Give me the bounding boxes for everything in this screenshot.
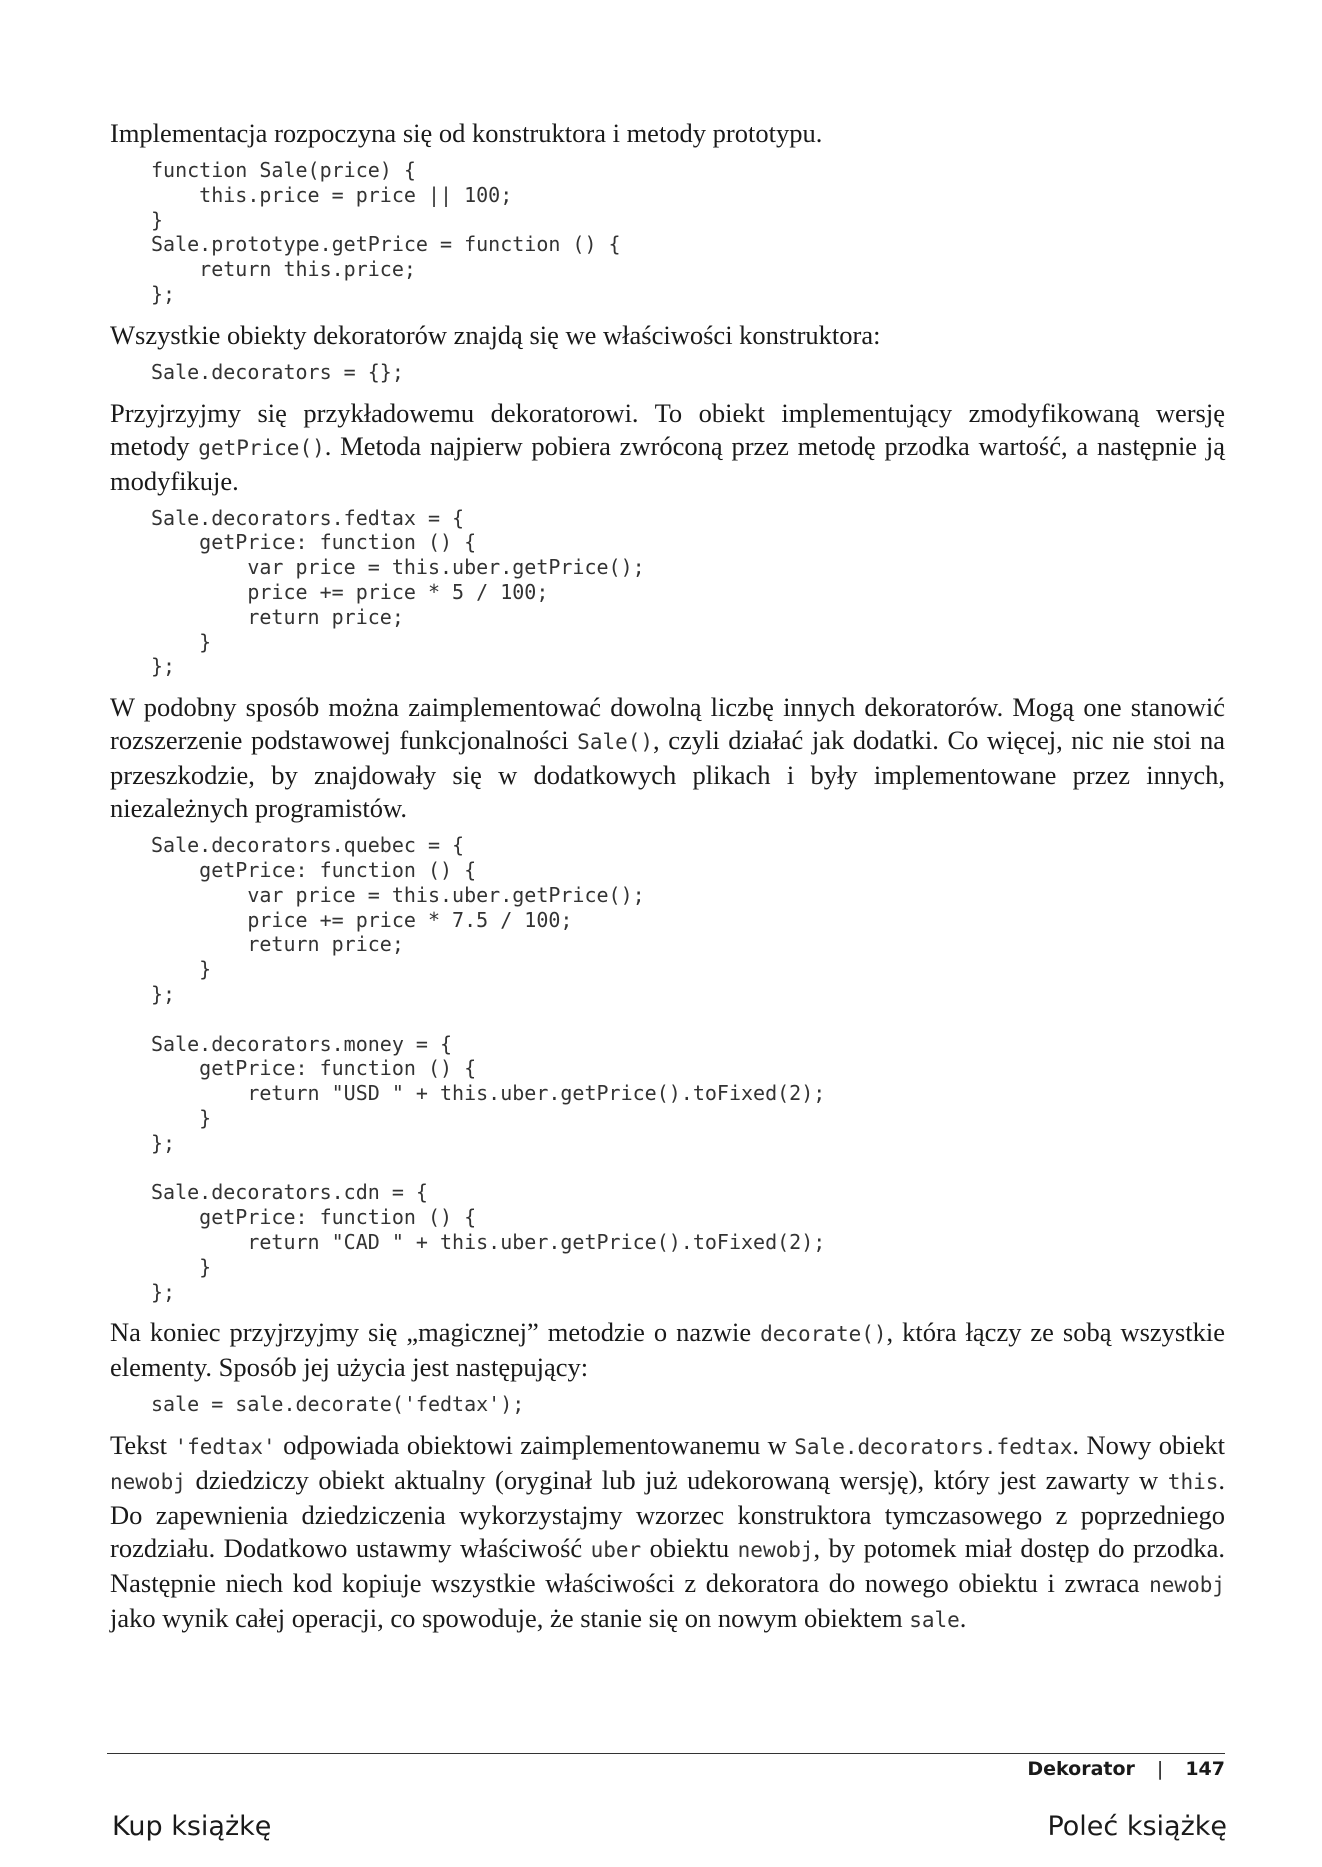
paragraph-text: Implementacja rozpoczyna się od konstruktora i metody prototypu. [110, 118, 823, 148]
paragraph-text: odpowiada obiektowi zaimplementowanemu w [275, 1430, 795, 1461]
inline-code: decorate() [760, 1322, 887, 1347]
inline-code: newobj [737, 1538, 814, 1563]
inline-code: newobj [1149, 1573, 1225, 1598]
code-listing: function Sale(price) { this.price = price || 100; } Sale.prototype.getPrice = function () { return this.price; }; [151, 158, 621, 306]
recommend-book-link[interactable]: Poleć książkę [1047, 1811, 1227, 1842]
paragraph-text: Wszystkie obiekty dekoratorów znajdą się we właściwości konstruktora: [110, 319, 881, 350]
inline-code: 'fedtax' [174, 1435, 276, 1460]
inline-code: Sale() [577, 730, 654, 755]
footer-section-title: Dekorator [1027, 1758, 1135, 1780]
paragraph [110, 1429, 1225, 1637]
paragraph-text: obiektu [641, 1533, 738, 1564]
footer-separator: | [1156, 1758, 1164, 1780]
code-listing: Sale.decorators = {}; [151, 359, 404, 384]
inline-code: uber [590, 1538, 642, 1563]
paragraph [110, 691, 1225, 825]
paragraph-text: W podobny sposób można zaimplementować dowolną liczbę innych dekoratorów. Mogą one stanowić rozszerzenie podstawowej funkcjonalności [110, 692, 1225, 756]
inline-code: Sale.decorators.fedtax [794, 1435, 1073, 1460]
footer-rule [107, 1753, 1225, 1754]
code-listing: Sale.decorators.fedtax = { getPrice: function () { var price = this.uber.getPrice(); price += price * 5 / 100; return price; } }; [151, 505, 645, 679]
inline-code: newobj [110, 1470, 186, 1495]
buy-book-link[interactable]: Kup książkę [112, 1811, 272, 1842]
code-listing: Sale.decorators.quebec = { getPrice: function () { var price = this.uber.getPrice(); price += price * 7.5 / 100; return price; } }; Sale.decorators.money = { getPrice: function () { return "USD " + this.uber.getPrice().toFixed(2); } }; Sale.decorators.cdn = { getPrice: function () { return "CAD " + this.uber.getPrice().toFixed(2); } }; [151, 833, 826, 1304]
paragraph-text: jako wynik całej operacji, co spowoduje, że stanie się on nowym obiektem [110, 1603, 910, 1634]
paragraph-text: Na koniec przyjrzyjmy się „magicznej” metodzie o nazwie [110, 1317, 761, 1348]
paragraph-text: , by potomek miał dostęp do przodka. Następnie niech kod kopiuje wszystkie właściwości z dekoratora do nowego obiektu i zwraca [110, 1533, 1225, 1599]
paragraph [110, 1316, 1225, 1384]
paragraph-text: Przyjrzyjmy się przykładowemu dekoratorowi. To obiekt implementujący zmodyfikowaną wersję metody [110, 397, 1225, 461]
paragraph [110, 319, 1225, 352]
paragraph-text: , czyli działać jak dodatki. Co więcej, nic nie stoi na przeszkodzie, by znajdowały się w dodatkowych plikach i były implementowane przez innych, niezależnych programistów. [110, 725, 1225, 824]
paragraph-text: . [959, 1603, 967, 1634]
code-listing: sale = sale.decorate('fedtax'); [151, 1392, 525, 1417]
running-footer [1027, 1758, 1225, 1780]
inline-code: sale [909, 1608, 960, 1633]
paragraph-text: . Do zapewnienia dziedziczenia wykorzystajmy wzorzec konstruktora tymczasowego z poprzedniego rozdziału. Dodatkowo ustawmy właściwość [110, 1465, 1225, 1564]
paragraph-text: dziedziczy obiekt aktualny (oryginał lub już udekorowaną wersję), który jest zawarty w [185, 1465, 1168, 1496]
paragraph-text: , która łączy ze sobą wszystkie elementy. Sposób jej użycia jest następujący: [110, 1317, 1225, 1383]
inline-code: this [1167, 1470, 1219, 1495]
paragraph-text: . Metoda najpierw pobiera zwróconą przez metodę przodka wartość, a następnie ją modyfikuje. [110, 430, 1225, 496]
paragraph-text: Tekst [110, 1430, 175, 1461]
paragraph [110, 397, 1225, 498]
paragraph-text: . Nowy obiekt [1072, 1430, 1225, 1461]
inline-code: getPrice() [198, 435, 325, 460]
page-body [110, 117, 1225, 1637]
paragraph [110, 117, 1225, 150]
page-number: 147 [1185, 1758, 1225, 1780]
